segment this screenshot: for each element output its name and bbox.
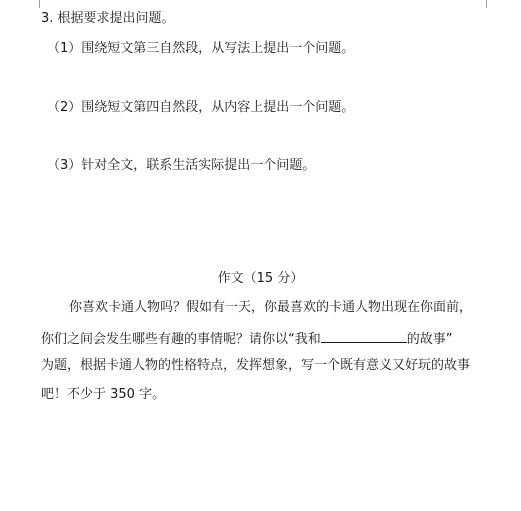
essay-prompt-line-1: 你喜欢卡通人物吗？假如有一天，你最喜欢的卡通人物出现在你面前， bbox=[69, 300, 473, 315]
question-3-3: （3）针对全文，联系生活实际提出一个问题。 bbox=[47, 158, 316, 173]
essay-prompt-line-2-start: 你们之间会发生哪些有趣的事情呢？请你以“我和 bbox=[41, 332, 321, 347]
corner-crop-mark-left bbox=[29, 0, 40, 8]
essay-prompt-line-3: 为题，根据卡通人物的性格特点，发挥想象，写一个既有意义又好玩的故事 bbox=[41, 358, 471, 373]
question-3-title: 3. 根据要求提出问题。 bbox=[41, 11, 175, 26]
essay-prompt-line-4: 吧！不少于 350 字。 bbox=[41, 387, 166, 402]
essay-title: 作文（15 分） bbox=[217, 271, 304, 286]
title-blank-underline bbox=[321, 329, 407, 343]
essay-prompt-line-2 bbox=[41, 329, 453, 348]
corner-crop-mark-right bbox=[486, 0, 497, 8]
essay-prompt-line-2-end: 的故事” bbox=[406, 332, 453, 347]
question-3-2: （2）围绕短文第四自然段，从内容上提出一个问题。 bbox=[47, 100, 355, 115]
question-3-1: （1）围绕短文第三自然段，从写法上提出一个问题。 bbox=[47, 41, 355, 56]
